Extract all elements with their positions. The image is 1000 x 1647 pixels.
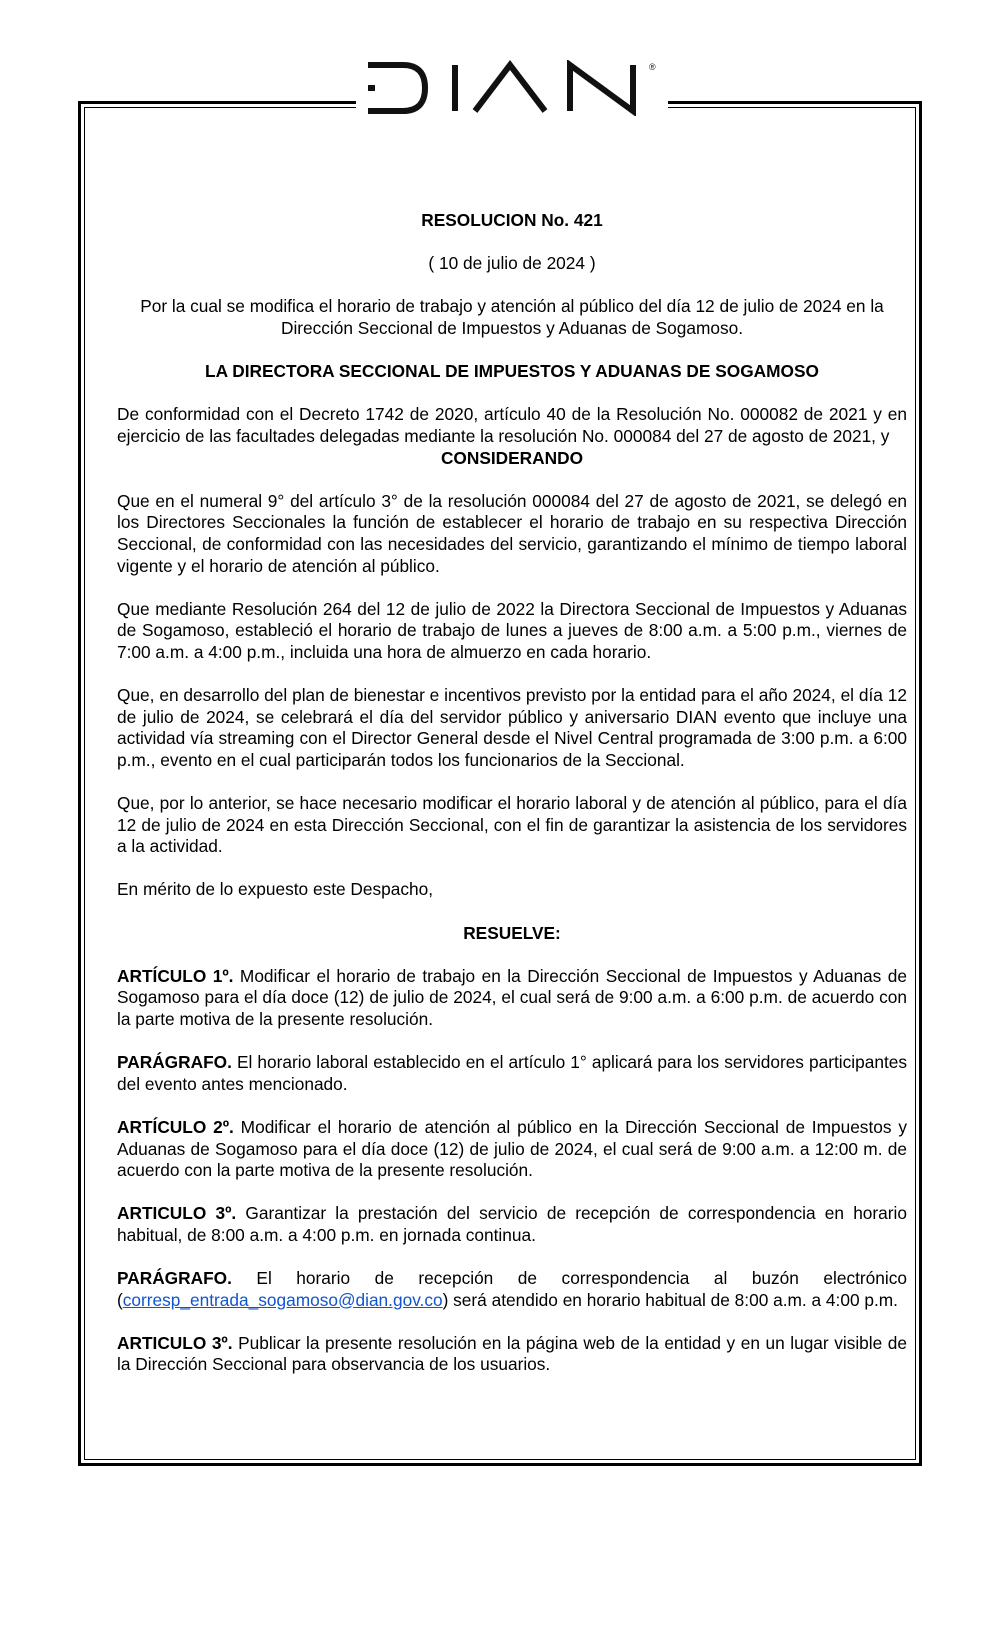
paragrafo-1 <box>117 1052 907 1095</box>
article-text: Publicar la presente resolución en la página web de la entidad y en un lugar visible de la Dirección Seccional para observancia de los usuarios. <box>117 1332 907 1375</box>
considerando-paragraph: Que mediante Resolución 264 del 12 de julio de 2022 la Directora Seccional de Impuestos y Aduanas de Sogamoso, estableció el horario de trabajo de lunes a jueves de 8:00 a.m. a 5:00 p.m., viernes de 7:00 a.m. a 4:00 p.m., incluida una hora de almuerzo en cada horario. <box>117 598 907 662</box>
article-label: ARTICULO 3º. <box>117 1203 237 1224</box>
article-text: Garantizar la prestación del servicio de recepción de correspondencia en horario habitual, de 8:00 a.m. a 4:00 p.m. en jornada continua. <box>117 1203 907 1245</box>
considerando-paragraph: Que, por lo anterior, se hace necesario modificar el horario laboral y de atención al público, para el día 12 de julio de 2024 en esta Dirección Seccional, con el fin de garantizar la asistencia de los servidores a la actividad. <box>117 793 907 857</box>
paragrafo-2 <box>117 1268 907 1311</box>
considerando-paragraph: Que en el numeral 9° del artículo 3° de la resolución 000084 del 27 de agosto de 2021, se delegó en los Directores Seccionales la función de establecer el horario de trabajo en su respectiva Dirección Seccional, de conformidad con las necesidades del servicio, garantizando el mínimo de tiempo laboral vigente y el horario de atención al público. <box>117 490 907 576</box>
merito-paragraph: En mérito de lo expuesto este Despacho, <box>117 879 434 900</box>
article-label: ARTÍCULO 2º. <box>117 1116 234 1137</box>
resolution-subject: Por la cual se modifica el horario de trabajo y atención al público del día 12 de julio de 2024 en la Dirección Seccional de Impuestos y Aduanas de Sogamoso. <box>140 296 884 338</box>
article-text: ) será atendido en horario habitual de 8:00 a.m. a 4:00 p.m. <box>442 1289 898 1310</box>
article-1 <box>117 966 907 1031</box>
resolution-title: RESOLUCION No. 421 <box>421 210 603 230</box>
resuelve-heading: RESUELVE: <box>463 922 561 943</box>
article-label: ARTICULO 3º. <box>117 1332 233 1353</box>
article-3 <box>117 1203 907 1246</box>
preamble: De conformidad con el Decreto 1742 de 2020, artículo 40 de la Resolución No. 000082 de 2021 y en ejercicio de las facultades delegadas mediante la resolución No. 000084 del 27 de agosto de 2021, y <box>117 404 907 446</box>
registered-mark: ® <box>649 62 656 72</box>
article-label: PARÁGRAFO. <box>117 1268 232 1289</box>
considerando-paragraph: Que, en desarrollo del plan de bienestar e incentivos previsto por la entidad para el año 2024, el día 12 de julio de 2024, se celebrará el día del servidor público y aniversario DIAN evento que incluye una actividad vía streaming con el Director General desde el Nivel Central programada de 3:00 p.m. a 6:00 p.m., evento en el cual participarán todos los funcionarios de la Seccional. <box>117 685 907 770</box>
article-text: Modificar el horario de trabajo en la Dirección Seccional de Impuestos y Aduanas de Sogamoso para el día doce (12) de julio de 2024, el cual será de 9:00 a.m. a 6:00 p.m. de acuerdo con la parte motiva de la presente resolución. <box>117 965 907 1029</box>
issuing-authority: LA DIRECTORA SECCIONAL DE IMPUESTOS Y ADUANAS DE SOGAMOSO <box>205 361 819 382</box>
article-text: El horario laboral establecido en el artículo 1° aplicará para los servidores participantes del evento antes mencionado. <box>117 1052 907 1094</box>
article-2 <box>117 1117 907 1182</box>
email-link[interactable]: corresp_entrada_sogamoso@dian.gov.co <box>122 1289 443 1310</box>
article-label: ARTÍCULO 1º. <box>117 965 234 986</box>
resolution-body <box>117 210 907 1398</box>
article-label: PARÁGRAFO. <box>117 1052 232 1073</box>
article-text: Modificar el horario de atención al público en la Dirección Seccional de Impuestos y Aduanas de Sogamoso para el día doce (12) de julio de 2024, el cual será de 9:00 a.m. a 12:00 m. de acuerdo con la parte motiva de la presente resolución. <box>117 1116 907 1181</box>
considerando-heading: CONSIDERANDO <box>440 447 584 468</box>
article-final <box>117 1333 907 1376</box>
resolution-date: ( 10 de julio de 2024 ) <box>428 253 596 274</box>
dian-logo <box>365 60 661 116</box>
article-text: El horario de recepción de correspondencia al buzón electrónico ( <box>117 1268 907 1310</box>
